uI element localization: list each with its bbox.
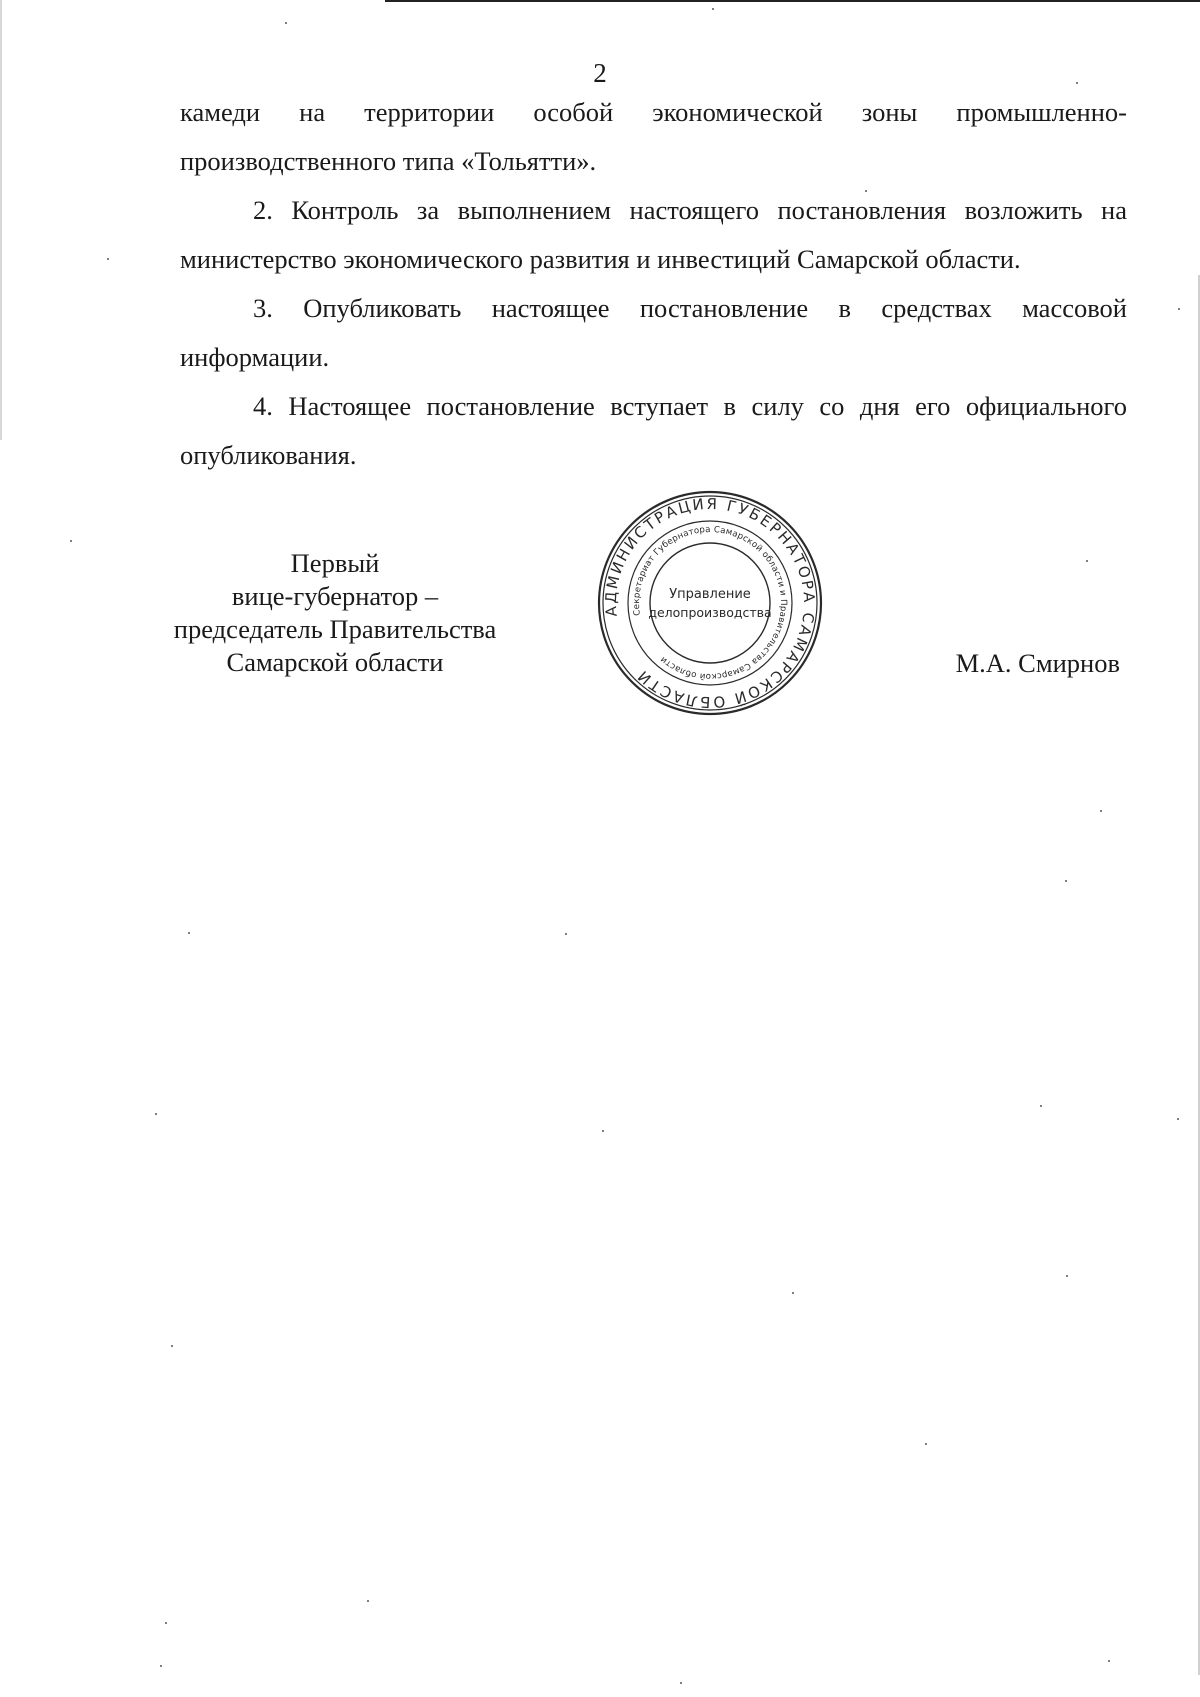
top-border-line <box>385 0 1200 2</box>
stamp-center-line-1: Управление <box>669 587 751 602</box>
paragraph-item-4: 4. Настоящее постановление вступает в силу со дня его официального опубликования. <box>180 391 1127 470</box>
stamp-outer-text: АДМИНИСТРАЦИЯ ГУБЕРНАТОРА САМАРСКОЙ ОБЛАСТИ <box>601 494 819 712</box>
paragraph-item-2: 2. Контроль за выполнением настоящего постановления возложить на министерство экономического развития и инвестиций Самарской области. <box>180 195 1127 274</box>
stamp-inner-text: Секретариат Губернатора Самарской области и Правительства Самарской области <box>631 524 789 682</box>
paragraph-item-3: 3. Опубликовать настоящее постановление в средствах массовой информации. <box>180 293 1127 372</box>
paragraph-continuation: камеди на территории особой экономической зоны промышленно-производственного типа «Тольятти». <box>180 97 1127 176</box>
signatory-title-block <box>150 547 520 679</box>
official-round-stamp <box>597 490 823 716</box>
svg-text:Секретариат Губернатора Самарс <box>620 513 801 694</box>
signatory-name: М.А. Смирнов <box>955 648 1120 678</box>
signatory-title-line: Первый <box>290 548 380 578</box>
page-number: 2 <box>593 58 607 88</box>
document-body <box>180 88 1127 480</box>
signatory-title-line: председатель Правительства <box>173 614 497 644</box>
signatory-title-line: Самарской области <box>226 647 444 677</box>
signatory-title-line: вице-губернатор – <box>231 581 439 611</box>
stamp-center-line-2: делопроизводства <box>648 605 772 620</box>
